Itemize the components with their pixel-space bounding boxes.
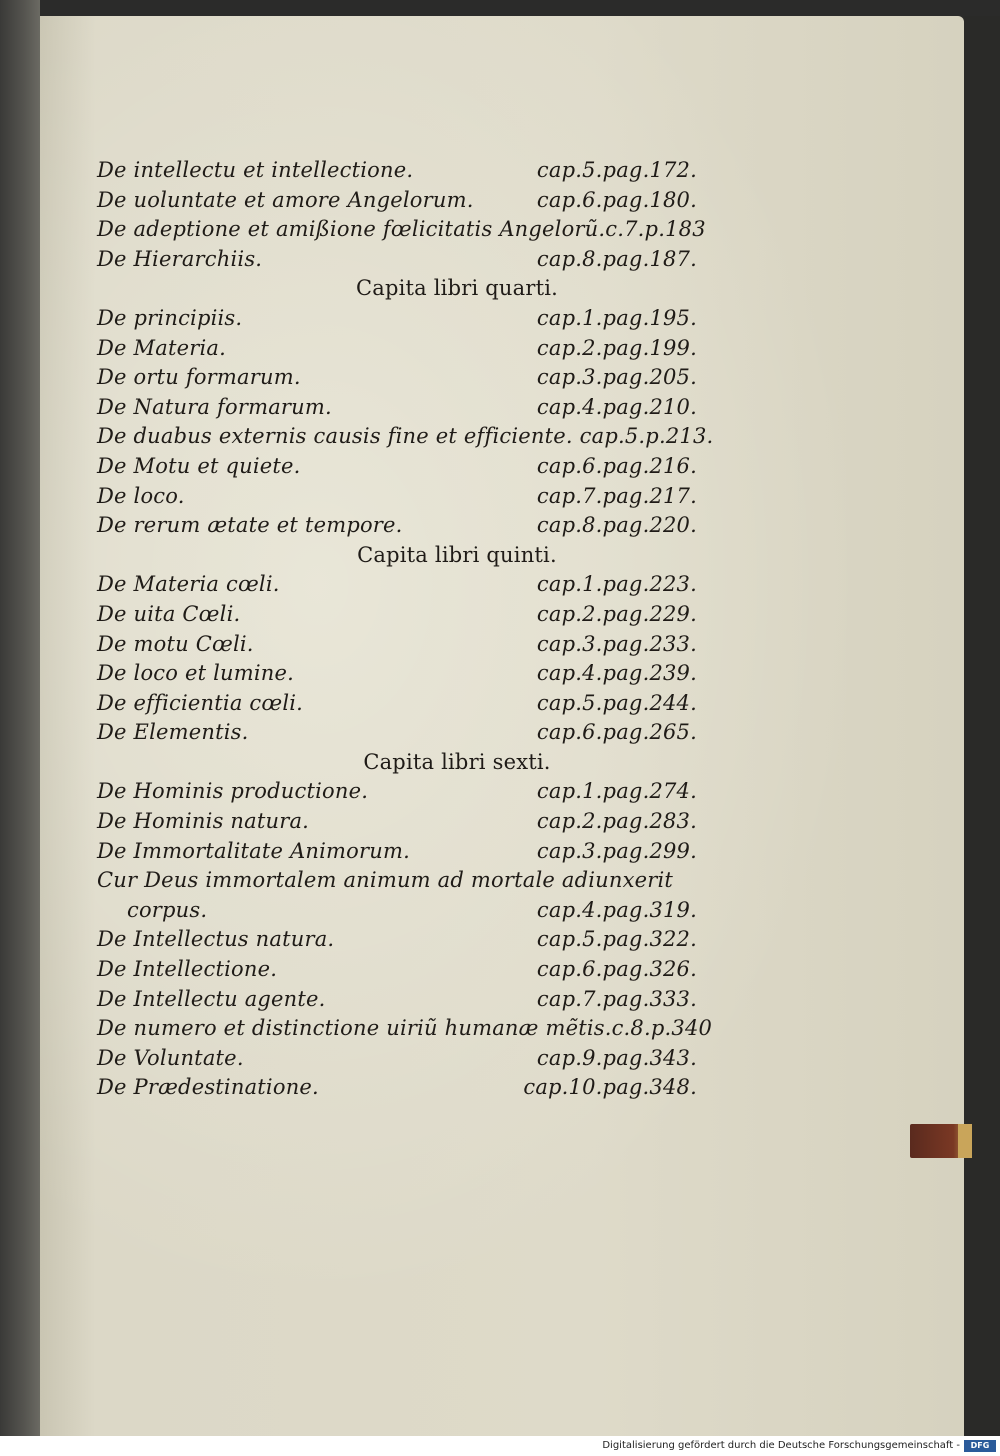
toc-entry [97,807,697,837]
toc-entry-reference: cap.6.pag.265. [536,720,697,745]
section-heading: Capita libri sexti. [363,749,551,774]
toc-entry-reference: cap.7.pag.333. [536,986,697,1011]
toc-entry [97,630,697,660]
toc-entry [97,985,697,1015]
toc-entry [97,925,697,955]
toc-entry-title: De Materia cœli. [97,572,280,597]
toc-entry-reference: cap.4.pag.210. [536,394,697,419]
toc-entry [97,511,697,541]
toc-entry [97,718,697,748]
toc-entry [97,393,697,423]
toc-entry-title: De Materia. [97,335,226,360]
toc-entry [97,215,706,245]
section-heading: Capita libri quarti. [355,276,559,301]
toc-entry-title: De ortu formarum. [97,365,301,390]
toc-entry [97,955,697,985]
toc-entry [97,600,697,630]
toc-entry [97,777,697,807]
toc-entry-title: corpus. [127,897,208,922]
toc-entry-title: De duabus externis causis fine et efficiente. cap.5.p.213. [97,424,714,449]
toc-entry-title: De principiis. [97,305,243,330]
toc-entry-reference: cap.2.pag.229. [536,601,697,626]
toc-entry-title: De rerum ætate et tempore. [97,513,403,538]
toc-entry-reference: cap.6.pag.326. [536,957,697,982]
toc-entry-title: De efficientia cœli. [97,690,304,715]
toc-entry-title: Cur Deus immortalem animum ad mortale adiunxerit [97,868,674,893]
toc-entry-reference: cap.8.pag.220. [536,513,697,538]
toc-entry-reference: cap.3.pag.299. [536,838,697,863]
toc-entry [97,186,697,216]
toc-entry [97,570,697,600]
toc-entry-title: De Natura formarum. [97,394,332,419]
toc-entry [97,482,697,512]
toc-entry-title: De numero et distinctione uiriũ humanæ mẽtis.c.8.p.340 [97,1016,713,1041]
toc-entry-title: De Intellectus natura. [97,927,335,952]
toc-entry [97,1044,697,1074]
toc-entry-title: De Voluntate. [97,1045,244,1070]
toc-entry-title: De loco. [97,483,185,508]
toc-entry-title: De adeptione et amißione fœlicitatis Angelorũ.c.7.p.183 [97,217,706,242]
toc-entry [97,1014,713,1044]
table-of-contents [97,156,714,1103]
toc-entry-reference: cap.7.pag.217. [536,483,697,508]
toc-entry-reference: cap.1.pag.195. [536,305,697,330]
section-heading: Capita libri quinti. [357,542,557,567]
dfg-logo: DFG [964,1440,996,1452]
toc-entry-title: De Hierarchiis. [97,246,263,271]
toc-entry-title: De loco et lumine. [97,661,295,686]
footer-credit: Digitalisierung gefördert durch die Deutsche Forschungsgemeinschaft - [602,1440,960,1451]
toc-entry-reference: cap.5.pag.172. [536,158,697,182]
toc-entry [97,245,697,275]
toc-entry-reference: cap.3.pag.233. [536,631,697,656]
toc-entry [97,659,697,689]
toc-entry-title: De intellectu et intellectione. [97,158,414,182]
toc-entry [97,363,697,393]
toc-entry [97,689,697,719]
toc-entry-title: De Motu et quiete. [97,453,301,478]
toc-entry-title: De uita Cœli. [97,601,241,626]
toc-entry-title: De motu Cœli. [97,631,254,656]
toc-entry-reference: cap.1.pag.274. [536,779,697,804]
toc-entry [97,304,697,334]
toc-entry-reference: cap.8.pag.187. [536,246,697,271]
toc-entry-title: De Hominis productione. [97,779,369,804]
toc-entry-reference: cap.6.pag.180. [536,187,697,212]
toc-entry-title: De Hominis natura. [97,809,310,834]
toc-entry [97,1073,697,1103]
toc-entry [97,896,697,926]
toc-entry-title: De Intellectu agente. [97,986,326,1011]
page-tab-marker [910,1124,972,1158]
toc-entry [97,866,697,896]
toc-entry-reference: cap.6.pag.216. [536,453,697,478]
toc-entry-title: De uoluntate et amore Angelorum. [97,187,474,212]
toc-entry-reference: cap.4.pag.239. [536,661,697,686]
toc-entry [97,334,697,364]
toc-entry-reference: cap.4.pag.319. [536,897,697,922]
toc-entry-title: De Elementis. [97,720,249,745]
toc-entry-title: De Immortalitate Animorum. [97,838,410,863]
toc-entry [97,156,697,186]
toc-entry [97,422,714,452]
toc-entry-title: De Prædestinatione. [97,1075,319,1100]
toc-entry-reference: cap.10.pag.348. [523,1075,697,1100]
toc-entry [97,452,697,482]
toc-entry-reference: cap.3.pag.205. [536,365,697,390]
toc-entry-reference: cap.2.pag.283. [536,809,697,834]
toc-entry-reference: cap.5.pag.244. [536,690,697,715]
toc-entry-reference: cap.9.pag.343. [536,1045,697,1070]
footer-bar [0,1436,1000,1456]
toc-entry-reference: cap.5.pag.322. [536,927,697,952]
toc-entry-reference: cap.1.pag.223. [536,572,697,597]
toc-entry-title: De Intellectione. [97,957,278,982]
toc-entry [97,837,697,867]
book-spine-edge [0,0,40,1436]
toc-entry-reference: cap.2.pag.199. [536,335,697,360]
scan-right-border [964,16,1000,1436]
